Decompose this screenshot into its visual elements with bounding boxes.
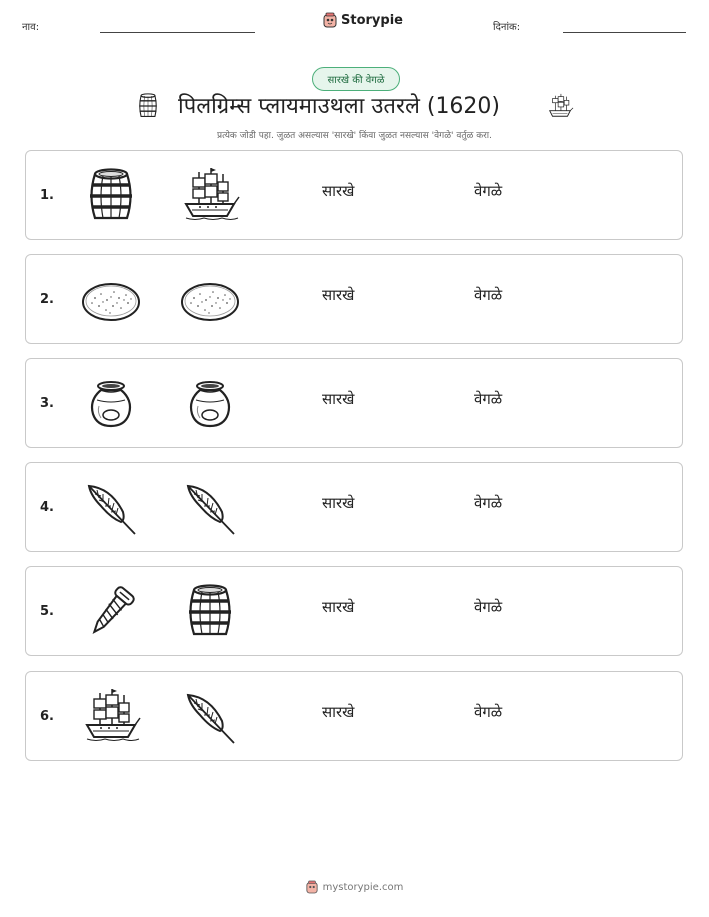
- bread-icon: [81, 270, 141, 330]
- header: [0, 0, 709, 40]
- different-option[interactable]: वेगळे: [474, 494, 503, 512]
- barrel-icon: [180, 582, 240, 642]
- footer: [0, 880, 709, 894]
- same-option[interactable]: सारखे: [322, 598, 355, 616]
- question-number: 4.: [40, 500, 54, 515]
- feather-icon: [180, 687, 240, 747]
- page-title: पिलग्रिम्स प्लायमाउथला उतरले (1620): [178, 94, 501, 119]
- question-number: 3.: [40, 396, 54, 411]
- question-row: [25, 671, 683, 761]
- same-option[interactable]: सारखे: [322, 182, 355, 200]
- barrel-icon: [135, 91, 161, 125]
- same-option[interactable]: सारखे: [322, 494, 355, 512]
- question-row: [25, 254, 683, 344]
- ship-icon: [180, 166, 240, 226]
- same-option[interactable]: सारखे: [322, 703, 355, 721]
- question-number: 5.: [40, 604, 54, 619]
- question-number: 6.: [40, 709, 54, 724]
- storypie-mascot-icon: [306, 880, 318, 894]
- screw-icon: [81, 582, 141, 642]
- barrel-icon: [81, 166, 141, 226]
- pot-icon: [180, 374, 240, 434]
- question-row: [25, 566, 683, 656]
- question-number: 1.: [40, 188, 54, 203]
- question-row: [25, 150, 683, 240]
- different-option[interactable]: वेगळे: [474, 703, 503, 721]
- different-option[interactable]: वेगळे: [474, 390, 503, 408]
- different-option[interactable]: वेगळे: [474, 182, 503, 200]
- worksheet-type-badge: सारखे की वेगळे: [312, 67, 400, 91]
- different-option[interactable]: वेगळे: [474, 286, 503, 304]
- question-number: 2.: [40, 292, 54, 307]
- ship-icon: [546, 91, 574, 125]
- date-field[interactable]: [563, 32, 686, 33]
- feather-icon: [81, 478, 141, 538]
- question-row: [25, 462, 683, 552]
- pot-icon: [81, 374, 141, 434]
- brand-name: Storypie: [341, 12, 403, 28]
- brand-logo: [323, 12, 403, 28]
- title-row: [0, 88, 709, 126]
- storypie-mascot-icon: [323, 12, 337, 28]
- different-option[interactable]: वेगळे: [474, 598, 503, 616]
- name-label: नाव:: [22, 22, 40, 33]
- bread-icon: [180, 270, 240, 330]
- feather-icon: [180, 478, 240, 538]
- instructions: प्रत्येक जोडी पहा. जुळत असल्यास 'सारखे' किंवा जुळत नसल्यास 'वेगळे' वर्तुळ करा.: [216, 131, 492, 141]
- ship-icon: [81, 687, 141, 747]
- footer-url[interactable]: mystorypie.com: [322, 881, 404, 893]
- name-field[interactable]: [100, 32, 255, 33]
- date-label: दिनांक:: [493, 22, 521, 33]
- same-option[interactable]: सारखे: [322, 390, 355, 408]
- question-row: [25, 358, 683, 448]
- same-option[interactable]: सारखे: [322, 286, 355, 304]
